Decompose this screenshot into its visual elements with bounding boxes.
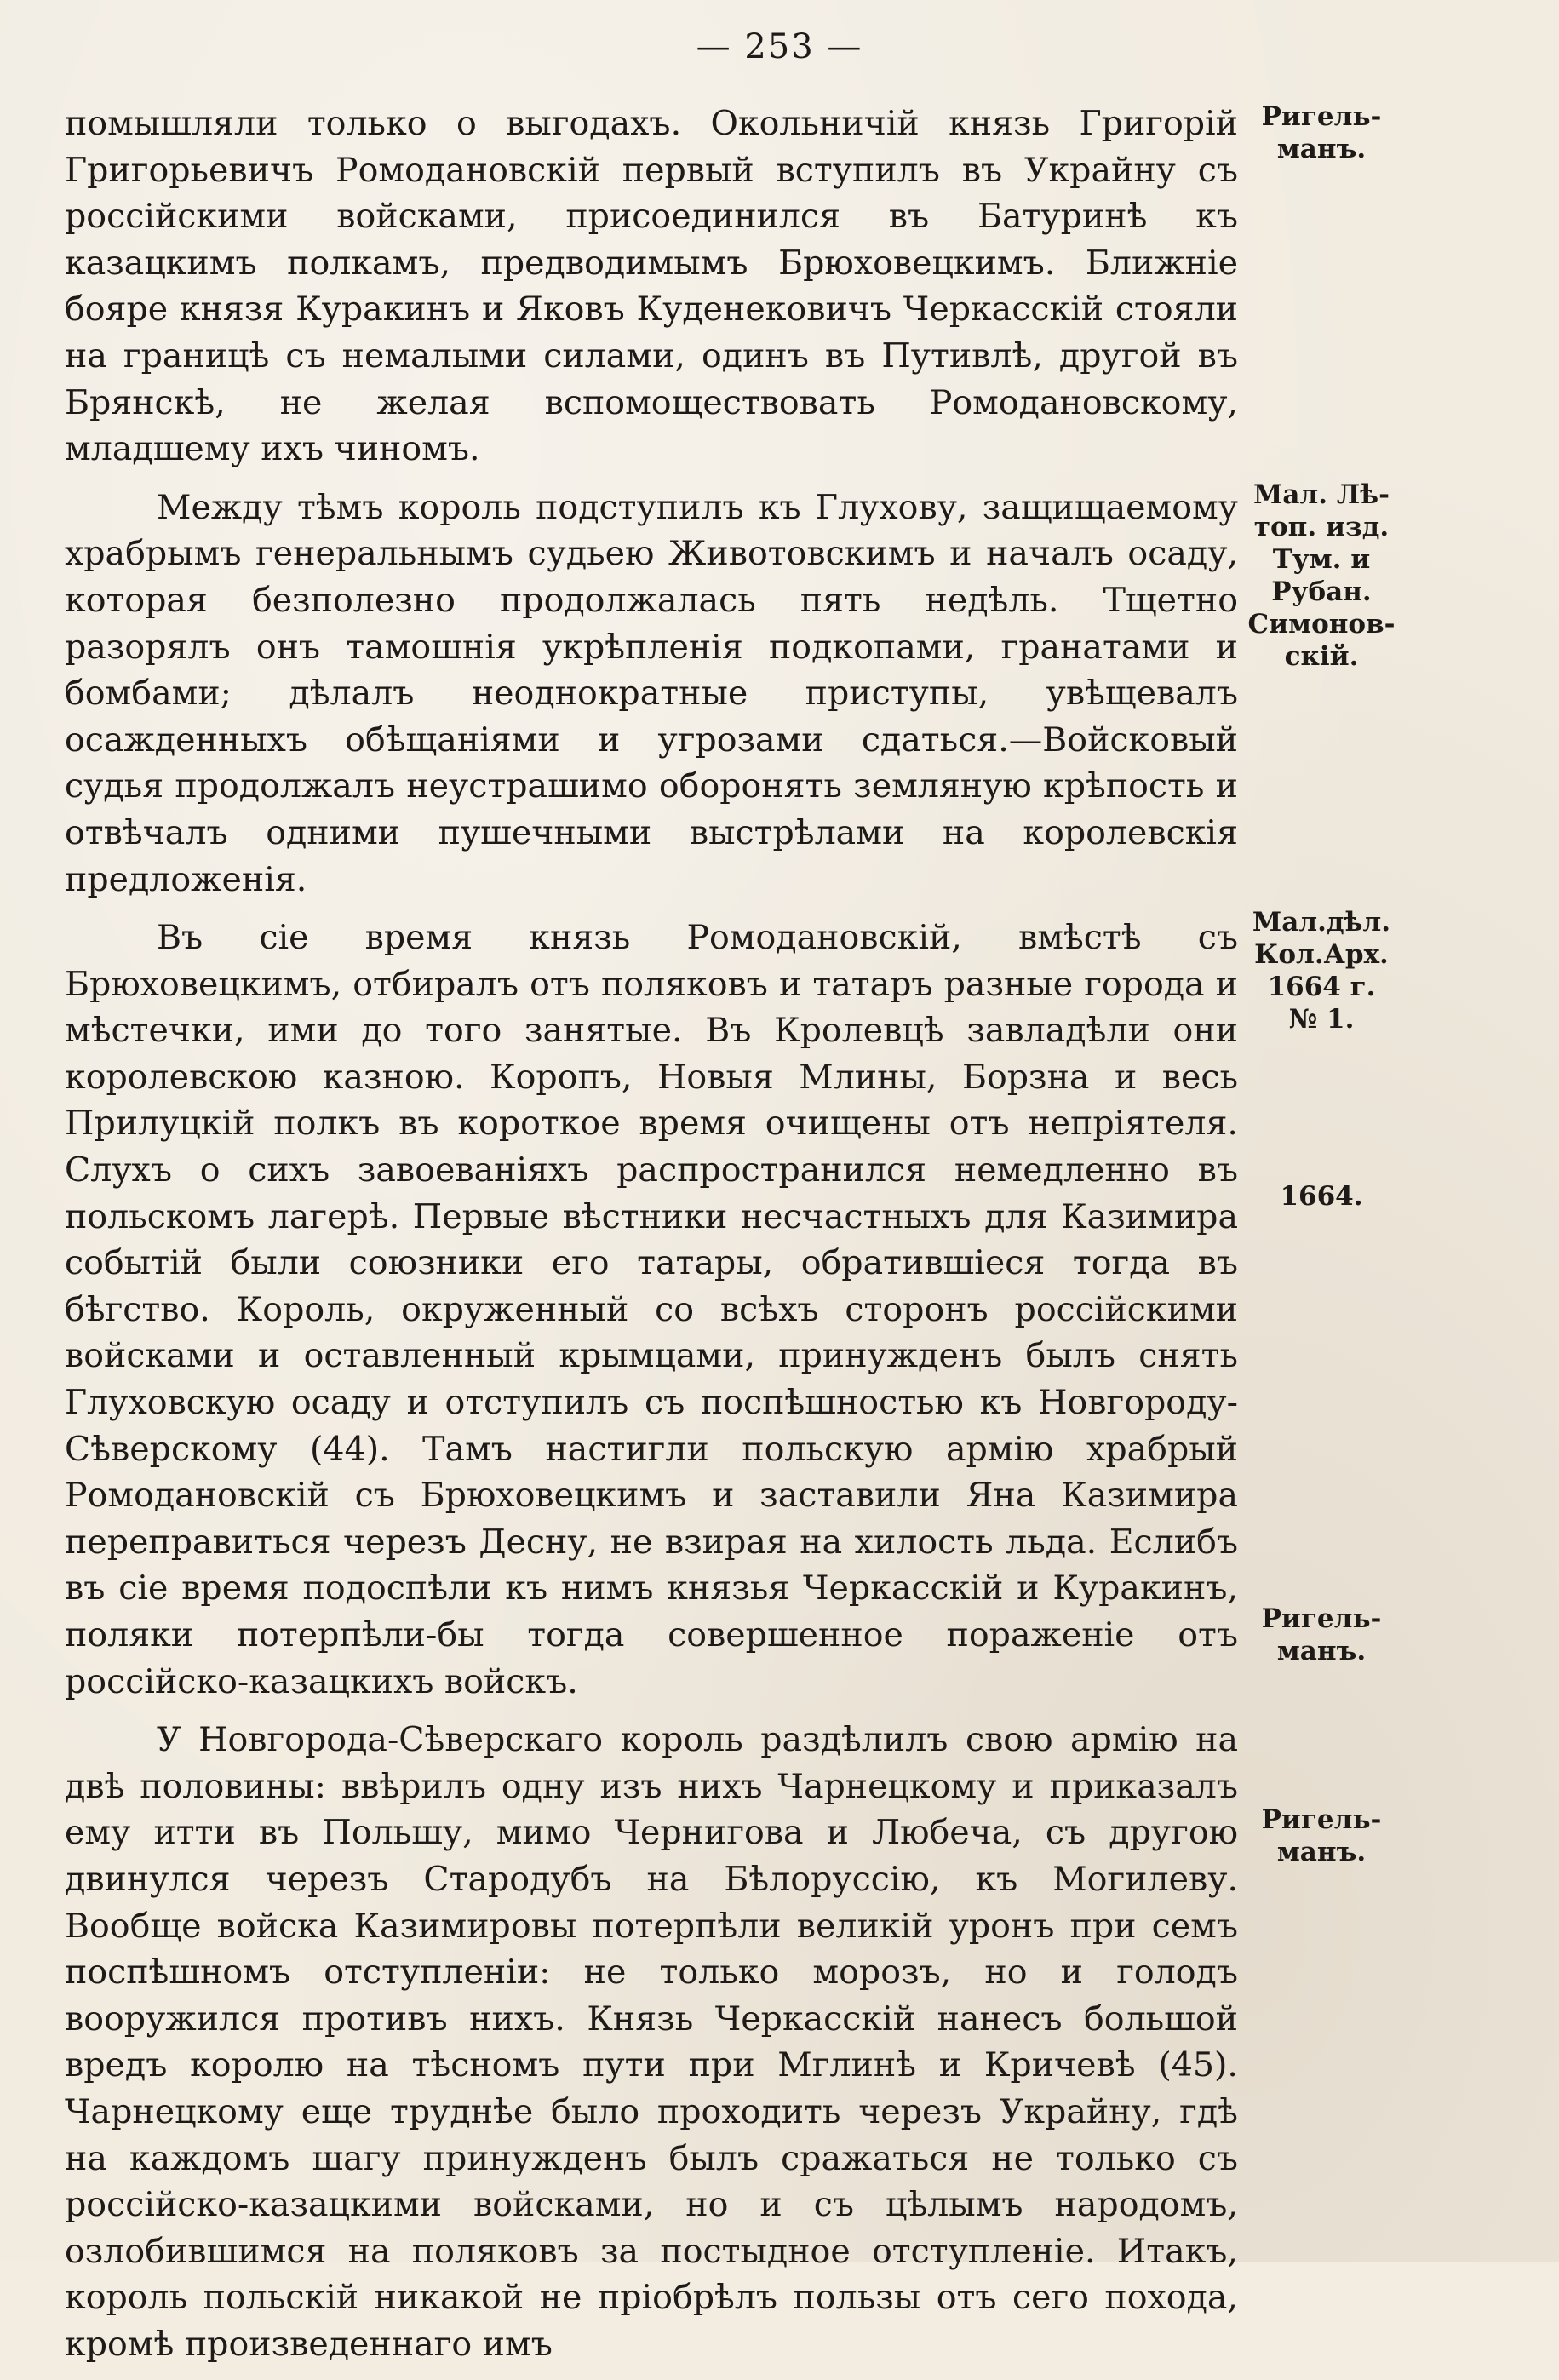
margin-note-rigelman-1: Ригель- манъ. — [1261, 101, 1382, 164]
paragraph-1: помышляли только о выгодахъ. Окольничій князь Григорій Григорьевичъ Ромодановскій первый вступилъ въ Украйну съ россійскими войсками, присоединился въ Батуринѣ къ казацкимъ полкамъ, предводимымъ Брюховецкимъ. Ближніе бояре князя Куракинъ и Яковъ Куденековичъ Черкасскій стояли на границѣ съ немалыми силами, одинъ въ Путивлѣ, другой въ Брянскѣ, не желая вспомоществовать Ромодановскому, младшему ихъ чиномъ. — [65, 104, 1238, 469]
page-number: — 253 — — [696, 27, 863, 66]
margin-note-year-1664: 1664. — [1280, 1181, 1363, 1212]
paragraph-2: Между тѣмъ король подступилъ къ Глухову, защищаемому храбрымъ генеральнымъ судьею Животовскимъ и началъ осаду, которая безполезно продолжалась пять недѣль. Тщетно разорялъ онъ тамошнія укрѣпленія подкопами, гранатами и бомбами; дѣлалъ неоднократные приступы, увѣщевалъ осажденныхъ обѣщаніями и угрозами сдаться.—Войсковый судья продолжалъ неустрашимо оборонять земляную крѣпость и отвѣчалъ одними пушечными выстрѣлами на королевскія предложенія. — [65, 487, 1238, 899]
margin-note-rigelman-2: Ригель- манъ. — [1261, 1603, 1382, 1666]
margin-note-mal-del: Мал.дѣл. Кол.Арх. 1664 г. № 1. — [1252, 907, 1391, 1035]
main-text — [65, 100, 1238, 2380]
paragraph-3: Въ сіе время князь Ромодановскій, вмѣстѣ съ Брюховецкимъ, отбиралъ отъ поляковъ и татаръ разные города и мѣстечки, ими до того занятые. Въ Кролевцѣ завладѣли они королевскою казною. Коропъ, Новыя Млины, Борзна и весь Прилуцкій полкъ въ короткое время очищены отъ непріятеля. Слухъ о сихъ завоеваніяхъ распространился немедленно въ польскомъ лагерѣ. Первые вѣстники несчастныхъ для Казимира событій были союзники его татары, обратившіеся тогда въ бѣгство. Король, окруженный со всѣхъ сторонъ россійскими войсками и оставленный крымцами, принужденъ былъ снять Глуховскую осаду и отступилъ съ поспѣшностью къ Новгороду-Сѣверскому (44). Тамъ настигли польскую армію храбрый Ромодановскій съ Брюховецкимъ и заставили Яна Казимира переправиться черезъ Десну, не взирая на хилость льда. Еслибъ въ сіе время подоспѣли къ нимъ князья Черкасскій и Куракинъ, поляки потерпѣли-бы тогда совершенное пораженіе отъ россійско-казацкихъ войскъ. — [65, 918, 1238, 1701]
margin-note-rigelman-3: Ригель- манъ. — [1261, 1804, 1382, 1867]
margin-note-mal-letop: Мал. Лѣ- топ. изд. Тум. и Рубан. Симонов- скій. — [1247, 479, 1396, 672]
paragraph-4: У Новгорода-Сѣверскаго король раздѣлилъ свою армію на двѣ половины: ввѣрилъ одну изъ нихъ Чарнецкому и приказалъ ему итти въ Польшу, мимо Чернигова и Любеча, съ другою двинулся черезъ Стародубъ на Бѣлоруссію, къ Могилеву. Вообще войска Казимировы потерпѣли великій уронъ при семъ поспѣшномъ отступленіи: не только морозъ, но и голодъ вооружился противъ нихъ. Князь Черкасскій нанесъ большой вредъ королю на тѣсномъ пути при Мглинѣ и Кричевѣ (45). Чарнецкому еще труднѣе было проходить черезъ Украйну, гдѣ на каждомъ шагу принужденъ былъ сражаться не только съ россійско-казацкими войсками, но и съ цѣлымъ народомъ, озлобившимся на поляковъ за постыдное отступленіе. Итакъ, король польскій никакой не пріобрѣлъ пользы отъ сего похода, кромѣ произведеннаго имъ — [65, 1720, 1238, 2364]
